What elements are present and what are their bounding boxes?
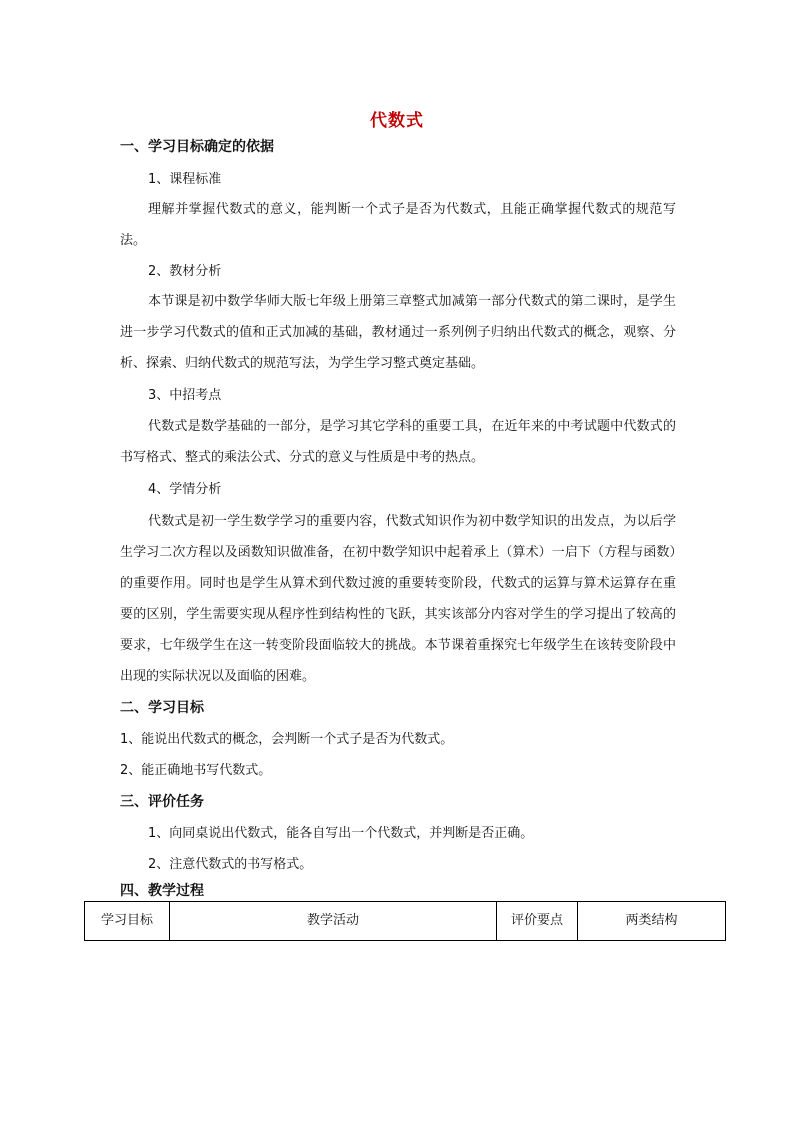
table-header-cell: 教学活动 bbox=[170, 902, 497, 941]
evaluation-item-1: 1、向同桌说出代数式，能各自写出一个代数式，并判断是否正确。 bbox=[148, 826, 534, 841]
table-header-cell: 两类结构 bbox=[578, 902, 726, 941]
paragraph-exam-points: 代数式是数学基础的一部分，是学习其它学科的重要工具，在近年来的中考试题中代数式的书写格式、整式的乘法公式、分式的意义与性质是中考的热点。 bbox=[120, 419, 676, 465]
section-heading-process: 四、教学过程 bbox=[120, 883, 204, 899]
objective-item-2: 2、能正确地书写代数式。 bbox=[120, 763, 272, 778]
teaching-process-table bbox=[84, 901, 726, 941]
table-header-row bbox=[85, 902, 726, 941]
paragraph-curriculum-standard: 理解并掌握代数式的意义，能判断一个式子是否为代数式，且能正确掌握代数式的规范写法。 bbox=[120, 202, 676, 248]
table-header-cell: 评价要点 bbox=[497, 902, 578, 941]
subheading-learner-analysis: 4、学情分析 bbox=[148, 482, 222, 497]
section-heading-evaluation: 三、评价任务 bbox=[120, 794, 204, 810]
table-header-cell: 学习目标 bbox=[85, 902, 170, 941]
subheading-curriculum-standard: 1、课程标准 bbox=[148, 172, 222, 187]
subheading-textbook-analysis: 2、教材分析 bbox=[148, 264, 222, 279]
paragraph-learner-analysis: 代数式是初一学生数学学习的重要内容，代数式知识作为初中数学知识的出发点，为以后学生学习二次方程以及函数知识做准备，在初中数学知识中起着承上（算术）一启下（方程与函数）的重要作用。同时也是学生从算术到代数过渡的重要转变阶段，代数式的运算与算术运算存在重要的区别，学生需要实现从程序性到结构性的飞跃，其实该部分内容对学生的学习提出了较高的要求，七年级学生在这一转变阶段面临较大的挑战。本节课着重探究七年级学生在该转变阶段中出现的实际状况以及面临的困难。 bbox=[120, 514, 676, 684]
evaluation-item-2: 2、注意代数式的书写格式。 bbox=[148, 857, 313, 872]
section-heading-basis: 一、学习目标确定的依据 bbox=[120, 139, 274, 155]
document-title: 代数式 bbox=[370, 111, 424, 131]
objective-item-1: 1、能说出代数式的概念，会判断一个式子是否为代数式。 bbox=[120, 732, 454, 747]
paragraph-textbook-analysis: 本节课是初中数学华师大版七年级上册第三章整式加减第一部分代数式的第二课时，是学生进一步学习代数式的值和正式加减的基础，教材通过一系列例子归纳出代数式的概念，观察、分析、探索、归纳代数式的规范写法，为学生学习整式奠定基础。 bbox=[120, 294, 676, 371]
section-heading-objectives: 二、学习目标 bbox=[120, 700, 204, 716]
subheading-exam-points: 3、中招考点 bbox=[148, 388, 222, 403]
